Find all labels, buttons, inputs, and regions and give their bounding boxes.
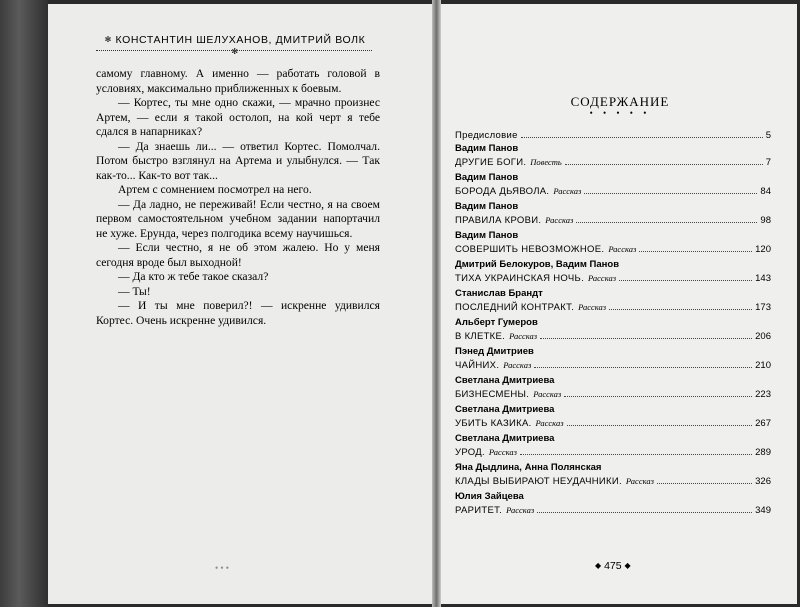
toc-entry-genre: Повесть [530, 157, 562, 167]
dot-leader [639, 242, 752, 252]
toc-entry [455, 229, 771, 256]
dot-leader [567, 416, 753, 426]
toc-entry-title: ДРУГИЕ БОГИ. [455, 157, 527, 168]
toc-entry-author: Яна Дыдлина, Анна Полянская [455, 462, 602, 473]
toc-entry [455, 316, 771, 343]
toc-line [455, 474, 771, 488]
paragraph: — Да знаешь ли... — ответил Кортес. Помолчал. Потом быстро взглянул на Артема и улыбнулся. — Так как-то... Как-то вот так... [96, 139, 380, 182]
toc-entry [455, 171, 771, 198]
toc-entry-genre: Рассказ [545, 215, 574, 225]
toc-entry-page: 120 [755, 244, 771, 255]
paragraph: — Ты! [118, 284, 151, 298]
toc-entry [455, 258, 771, 285]
toc-entry [455, 287, 771, 314]
toc-entry-title: УРОД. [455, 447, 485, 458]
dot-leader [609, 300, 752, 310]
toc-entry-title: СОВЕРШИТЬ НЕВОЗМОЖНОЕ. [455, 244, 605, 255]
toc-entry-page: 210 [755, 360, 771, 371]
toc-title: СОДЕРЖАНИЕ [570, 94, 670, 109]
toc-entry [455, 461, 771, 488]
toc-entry-genre: Рассказ [509, 331, 538, 341]
toc-ornament: • • • • • [589, 108, 651, 118]
page-number [595, 560, 631, 572]
toc-entry-genre: Рассказ [488, 447, 517, 457]
toc-entry-author: Вадим Панов [455, 143, 519, 154]
toc-entry-title: ПРАВИЛА КРОВИ. [455, 215, 542, 226]
toc-entry-page: 173 [755, 302, 771, 313]
dot-leader [564, 387, 752, 397]
toc-entry [455, 200, 771, 227]
toc-entry-genre: Рассказ [535, 418, 564, 428]
toc-entry-author: Станислав Брандт [455, 288, 543, 299]
toc-entry-page: 98 [760, 215, 771, 226]
dot-leader [657, 474, 752, 484]
toc-line [455, 128, 771, 142]
toc-entry [455, 345, 771, 372]
dot-leader [520, 445, 752, 455]
toc-entry-author: Светлана Дмитриева [455, 375, 555, 386]
page-number-text: 475 [604, 560, 622, 572]
toc-entry-author: Вадим Панов [455, 230, 519, 241]
toc-entry-title: ЧАЙНИХ. [455, 360, 500, 371]
toc-entry-page: 143 [755, 273, 771, 284]
paragraph: — И ты мне поверил?! — искренне удивился Кортес. Очень искренне удивился. [96, 299, 380, 327]
toc-line [455, 416, 771, 430]
toc-line [455, 300, 771, 314]
toc-entry-author: Вадим Панов [455, 201, 519, 212]
dot-leader [521, 128, 763, 138]
toc-line [455, 387, 771, 401]
dot-leader [584, 184, 757, 194]
toc-entry-title: УБИТЬ КАЗИКА. [455, 418, 532, 429]
toc-entry-author: Пэнед Дмитриев [455, 346, 534, 357]
toc-entry-genre: Рассказ [578, 302, 607, 312]
toc-entry-genre: Рассказ [553, 186, 582, 196]
head-rule [96, 50, 372, 51]
ornament-star-icon: ✻ [104, 35, 112, 44]
toc-entry-genre: Рассказ [608, 244, 637, 254]
toc-entry-genre: Рассказ [503, 360, 532, 370]
toc-entry-genre: Рассказ [588, 273, 617, 283]
paragraph: — Если честно, я не об этом жалею. Но у меня сегодня вроде был выходной! [96, 241, 380, 269]
toc-line [455, 184, 771, 198]
paragraph: Артем с сомнением посмотрел на него. [118, 183, 312, 196]
dot-leader [576, 213, 757, 223]
dot-leader [537, 503, 752, 513]
diamond-ornament-icon: ◆ [595, 561, 602, 570]
body-text [96, 67, 380, 328]
toc-entry-page: 289 [755, 447, 771, 458]
toc-entry [455, 432, 771, 459]
toc-entry-author: Светлана Дмитриева [455, 404, 555, 415]
toc-entry [455, 490, 771, 517]
toc-entry-genre: Рассказ [533, 389, 562, 399]
toc-entry-author: Вадим Панов [455, 172, 519, 183]
paragraph: — Да ладно, не переживай! Если честно, я на своем первом самостоятельном учебном задании напортачил не хуже. Ерунда, через полгодика всему научишься. [96, 197, 380, 240]
toc-line [455, 271, 771, 285]
dot-leader [565, 155, 763, 165]
toc-entry [455, 374, 771, 401]
toc-entry-title: Предисловие [455, 130, 518, 141]
ornament-star-icon: ✻ [231, 47, 239, 56]
toc-line [455, 242, 771, 256]
dot-leader [534, 358, 752, 368]
toc-entry-author: Альберт Гумеров [455, 317, 538, 328]
table-of-contents [455, 128, 771, 517]
footer-ornament: • • • [215, 563, 229, 573]
toc-entry-title: РАРИТЕТ. [455, 505, 503, 516]
toc-entry-title: КЛАДЫ ВЫБИРАЮТ НЕУДАЧНИКИ. [455, 476, 622, 487]
toc-entry-genre: Рассказ [625, 476, 654, 486]
book-gutter [432, 0, 441, 607]
toc-entry-title: В КЛЕТКЕ. [455, 331, 506, 342]
toc-entry-title: БИЗНЕСМЕНЫ. [455, 389, 530, 400]
book-edge [0, 0, 48, 607]
paragraph: самому главному. А именно — работать головой в условиях, максимально приближенных к боевым. [96, 67, 380, 95]
toc-line [455, 358, 771, 372]
paragraph: — Кортес, ты мне одно скажи, — мрачно произнес Артем, — если я такой остолоп, на кой черт я тебе сдался в напарниках? [96, 96, 380, 138]
toc-entry-page: 206 [755, 331, 771, 342]
toc-line [455, 155, 771, 169]
toc-line [455, 445, 771, 459]
toc-line [455, 503, 771, 517]
toc-entry-title: ТИХА УКРАИНСКАЯ НОЧЬ. [455, 273, 585, 284]
dot-leader [619, 271, 752, 281]
running-head-text: КОНСТАНТИН ШЕЛУХАНОВ, ДМИТРИЙ ВОЛК [115, 34, 366, 46]
toc-entry-genre: Рассказ [506, 505, 535, 515]
toc-entry [455, 403, 771, 430]
toc-entry-page: 84 [760, 186, 771, 197]
toc-entry-author: Светлана Дмитриева [455, 433, 555, 444]
dot-leader [540, 329, 752, 339]
toc-entry-title: ПОСЛЕДНИЙ КОНТРАКТ. [455, 302, 575, 313]
toc-entry-page: 7 [765, 157, 771, 168]
toc-entry-author: Юлия Зайцева [455, 491, 524, 502]
toc-entry [455, 142, 771, 169]
diamond-ornament-icon: ◆ [624, 561, 631, 570]
toc-entry [455, 128, 771, 142]
toc-entry-page: 267 [755, 418, 771, 429]
running-head [100, 34, 370, 58]
paragraph: — Да кто ж тебе такое сказал? [118, 270, 269, 283]
toc-entry-page: 5 [765, 130, 771, 141]
toc-line [455, 329, 771, 343]
toc-entry-page: 326 [755, 476, 771, 487]
toc-entry-title: БОРОДА ДЬЯВОЛА. [455, 186, 550, 197]
toc-entry-page: 349 [755, 505, 771, 516]
toc-entry-author: Дмитрий Белокуров, Вадим Панов [455, 259, 620, 270]
toc-entry-page: 223 [755, 389, 771, 400]
toc-line [455, 213, 771, 227]
